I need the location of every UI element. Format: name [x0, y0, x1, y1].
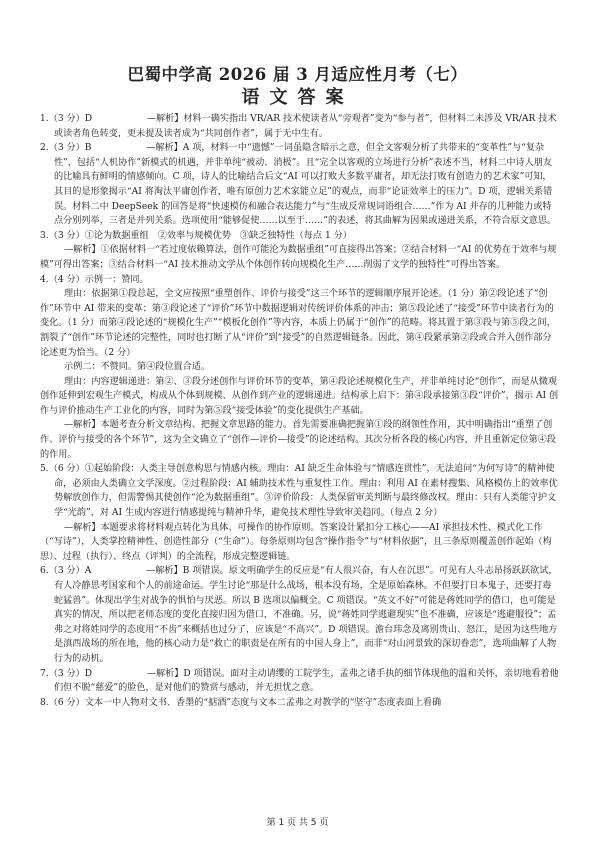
answer-item-7	[40, 667, 560, 696]
page-title: 巴蜀中学高 2026 届 3 月适应性月考（七）	[127, 65, 468, 84]
item-number: 8.	[40, 697, 49, 708]
item-text: （3 分）D —解析】材料一确实指出 VR/AR 技术使读者从“旁观者”变为“参与者”，但材料二未涉及 VR/AR 技术或读者角色转变，更未提及读者成为“共同创作者”，属于无中生有。	[48, 114, 557, 139]
answer-item-2	[40, 141, 560, 229]
answer-item-3	[40, 229, 560, 244]
item-text: （3 分）D —解析】D 项错误。面对主动请缨的工院学生，孟弗之诸手执的细节体现他的温和关怀，亲切地看着他们但不脱“慈爱”的脸色，是对他们的赞赏与感动，并无担忧之意。	[48, 668, 559, 694]
answer-item-1	[40, 112, 560, 141]
item-number: 4.	[40, 274, 49, 285]
reason-paragraph: 理由：依据第①段总起，全文应按照“重塑创作、评价与接受”这三个环节的逻辑顺序展开论述。（1 分）第②段论述了“创作”环节中 AI 带来的变革；第③段论述了“评价”环节中数据逻辑对传统评价体系的冲击；第⑤段论述了“接受”环节中读者行为的变化。（1 分）而第④段论述的“规模化生产”“模板化创作”等内容，本质上仍属于“创作”的范畴。将其置于第③段与第⑤段之间，割裂了“创作”环节论述的完整性，同时也打断了从“评价”到“接受”的自然逻辑链条。因此，第④段紧承第②段或合并入创作部分论述更为恰当。（2 分）	[40, 289, 556, 358]
item-text: （6 分）文本一中人物对文书、香墨的“掂酒”态度与文本二孟弗之对教学的“坚守”态度表面上看确	[48, 697, 442, 708]
example-heading: 示例二：不赞同。第④段位置合适。	[64, 362, 210, 373]
item-number: 7.	[40, 668, 49, 679]
item-text: （6 分）①起始阶段：人类主导创意构思与情感内核。理由：AI 缺乏生命体验与“情感连贯性”，无法追问“为何写诗”的精神使命，必须由人类确立文学深度。②过程阶段：AI 辅助技术性与重复性工作。理由：利用 AI 在素材搜集、风格模仿上的效率优势解放创作力，但需警惕其使创作“沦为数据重组”。③评价阶段：人类保留审美判断与最终修改权。理由：只有人类能守护文学“光韵”，对 AI 生成内容进行情感提纯与精神升华，避免技术理性导致审美趋同。（每点 2 分）	[48, 464, 558, 519]
answer-item-4	[40, 273, 560, 288]
item-number: 2.	[40, 143, 49, 154]
item-text: （4 分）示例一：赞同。	[48, 274, 149, 285]
analysis-paragraph: —解析】①依据材料一“若过度依赖算法，创作可能沦为数据重组”可直接得出答案；②结合材料一“AI 的优势在于效率与规模”可得出答案；③结合材料一“AI 技术推动文学从个体创作转向规模化生产……削弱了文学的独特性”可得出答案。	[40, 245, 557, 270]
answer-body	[40, 112, 560, 710]
answer-item-6	[40, 564, 560, 666]
item-number: 3.	[40, 230, 49, 241]
item-number: 6.	[40, 566, 49, 577]
analysis-paragraph: —解析】本题考查分析文章结构、把握文章思路的能力。首先需要准确把握第①段的纲领性作用，其中明确指出“重塑了创作、评价与接受的各个环节”，这为全文确立了“创作—评价—接受”的论述结构。其次分析各段的核心内容，并且重新定位第④段的作用。	[40, 420, 556, 460]
analysis-paragraph: —解析】本题要求将材料观点转化为具体、可操作的协作原则。答案设计紧扣分工核心——AI 承担技术性、模式化工作（“写诗”），人类掌控精神性、创造性部分（“生命”）。每条原则均包含“操作指令”与“材料依据”，且三条原则覆盖创作起始（构思）、过程（执行）、终点（评判）的全流程，形成完整逻辑链。	[40, 522, 552, 562]
item-number: 1.	[40, 114, 49, 124]
item-text: （3 分）①论为数据重组 ②效率与规模优势 ③缺乏独特性（每点 1 分）	[48, 230, 352, 241]
answer-item-5	[40, 462, 560, 520]
item-number: 5.	[40, 464, 49, 475]
answer-item-8	[40, 696, 560, 711]
page-subtitle: 语文答案	[241, 87, 354, 108]
reason-paragraph: 理由：内容逻辑递进：第②、③段分述创作与评价环节的变革，第④段论述规模化生产，并非单纯讨论“创作”，而是从微观创作延伸到宏观生产模式，构成从个体到规模、从创作到产业的逻辑递进。结构承上启下：第④段承接第③段“评价”，揭示 AI 创作与评价推动生产工业化的内容，同时为第⑤段“接受体验”的变化提供生产基础。	[40, 376, 559, 416]
item-text: （3 分）B —解析】A 项，材料一中“遗憾”一词虽隐含暗示之意，但全文客观分析了共带来的“变革性”与“复杂性”，包括“人机协作”新模式的机遇，并非单纯“被动、消极”。且“完全以客观的立场进行分析”表述不当，材料二中诗人朋友的比喻具有鲜明的情感倾向。C 项，诗人的比喻结合后文“AI 可以打败大多数平庸者，却无法打败有创造力的艺术家”可知，其目的是形象揭示“AI 将淘汰平庸创作者，唯有原创力艺术家能立足”的观点，而非“论证效率上的压力”。D 项，逻辑关系错误。材料二中 DeepSeek 的回答是将“快速模仿和融合表达能力”与“生成反常规词语组合……”作为 AI 并存的几种能力或特点分别列举，三者是并列关系。选项使用“能够促使……以至于……”的表述，将其曲解为因果或递进关系，不符合原文意思。	[48, 143, 557, 227]
item-text: （3 分）A —解析】B 项错误。原文明确学生的反应是“有人很兴奋，有人在沉思”。可见有人斗志昂扬跃跃欲试，有人冷静思考国家和个人的前途命运。学生讨论“那是什么战场，根本没有场，全是原始森林。不但要打日本鬼子，还要打毒蛇猛兽”。体现出学生对战争的惧怕与厌恶。所以 B 选项以偏概全。C 项错误。“英文不好”可能是蒋姓同学的借口，也可能是真实的情况，所以把老师态度的变化直接归因为借口，不准确。另，说“蒋姓同学逃避现实”也不准确，应该是“逃避服役”；孟弗之对将姓同学的态度用“不齿”来概括也过分了，应该是“不高兴”。D 项错误。澹台玮念及离别贵山、怒江，是因为这些地方是滇西战场的所在地，他的核心动力是“救亡的职责是在所有的中国人身上”，而非“对山河景致的深切眷恋”，选项曲解了人物行为的动机。	[48, 566, 558, 664]
page-footer: 第 1 页 共 5 页	[266, 818, 329, 828]
